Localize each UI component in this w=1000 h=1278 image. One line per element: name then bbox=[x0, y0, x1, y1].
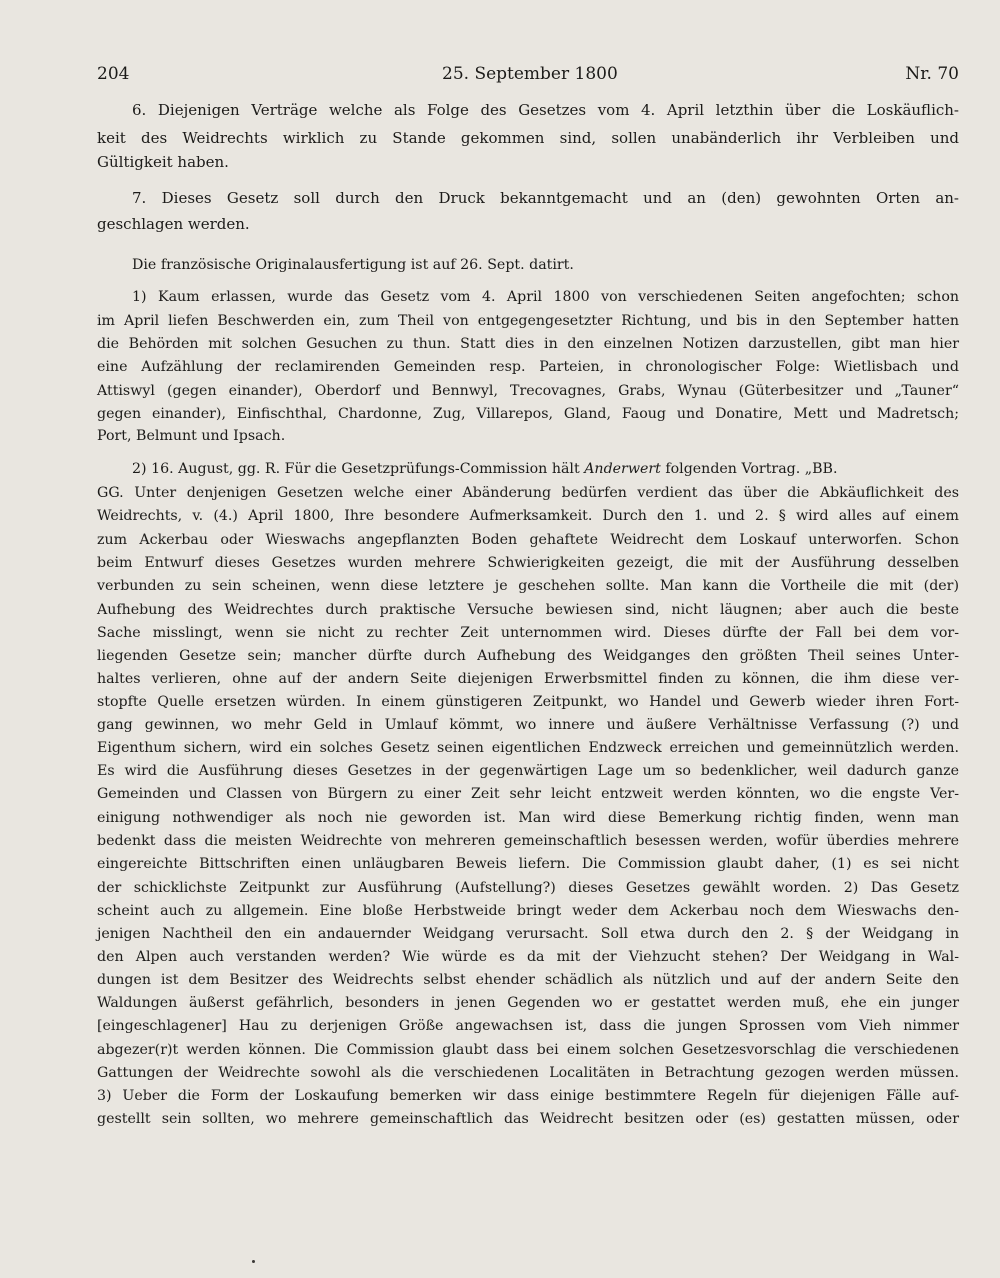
text-line: 6. Diejenigen Verträge welche als Folge des Gesetzes vom 4. April letzthin über die Loskäuflich- bbox=[132, 101, 959, 119]
footnote-line: gang gewinnen, wo mehr Geld in Umlauf kömmt, wo innere und äußere Verhältnisse Verfassung (?) und bbox=[97, 717, 959, 733]
footnote-line: GG. Unter denjenigen Gesetzen welche einer Abänderung bedürfen verdient das über die Abkäuflichkeit des bbox=[97, 485, 959, 501]
footnote-text: folgenden Vortrag. „BB. bbox=[660, 461, 838, 477]
footnote-line: Sache misslingt, wenn sie nicht zu rechter Zeit unternommen wird. Dieses dürfte der Fall bei dem vor- bbox=[97, 625, 959, 641]
footnote-line: verbunden zu sein scheinen, wenn diese letztere je geschehen sollte. Man kann die Vortheile die mit (der) bbox=[97, 578, 959, 594]
footnote-line: jenigen Nachtheil den ein andauernder Weidgang verursacht. Soll etwa durch den 2. § der Weidgang in bbox=[97, 926, 959, 942]
footnote-line: Es wird die Ausführung dieses Gesetzes in der gegenwärtigen Lage um so bedenklicher, weil dadurch ganze bbox=[97, 763, 959, 779]
text-line: keit des Weidrechts wirklich zu Stande gekommen sind, sollen unabänderlich ihr Verbleiben und bbox=[97, 129, 959, 147]
footnote-line: Port, Belmunt und Ipsach. bbox=[97, 428, 286, 444]
footnote-line: liegenden Gesetze sein; mancher dürfte durch Aufhebung des Weidganges den größten Theil seines Unter- bbox=[97, 648, 959, 664]
footnote-line: scheint auch zu allgemein. Eine bloße Herbstweide bringt weder dem Ackerbau noch dem Wieswachs den- bbox=[97, 903, 959, 919]
footnote-line bbox=[132, 457, 959, 481]
footnote-line: Waldungen äußerst gefährlich, besonders in jenen Gegenden wo er gestattet werden muß, ehe ein junger bbox=[97, 995, 959, 1011]
footnote-line: eingereichte Bittschriften einen unläugbaren Beweis liefern. Die Commission glaubt daher, (1) es sei nicht bbox=[97, 856, 959, 872]
footnote-line: der schicklichste Zeitpunkt zur Ausführung (Aufstellung?) dieses Gesetzes gewählt worden. 2) Das Gesetz bbox=[97, 880, 959, 896]
text-line: Die französische Originalausfertigung ist auf 26. Sept. datirt. bbox=[132, 257, 574, 273]
footnote-line: die Behörden mit solchen Gesuchen zu thun. Statt dies in den einzelnen Notizen darzustellen, gibt man hier bbox=[97, 336, 959, 352]
footnote-line: bedenkt dass die meisten Weidrechte von mehreren gemeinschaftlich besessen werden, wofür überdies mehrere bbox=[97, 833, 959, 849]
footnote-text: 2) 16. August, gg. R. Für die Gesetzprüfungs-Commission hält bbox=[132, 461, 580, 477]
footnote-line: haltes verlieren, ohne auf der andern Seite diejenigen Erwerbsmittel finden zu können, die ihm diese ver- bbox=[97, 671, 959, 687]
header-date: 25. September 1800 bbox=[442, 64, 618, 84]
footnote-line: beim Entwurf dieses Gesetzes wurden mehrere Schwierigkeiten gezeigt, die mit der Ausführung desselben bbox=[97, 555, 959, 571]
footnote-line: abgezer(r)t werden können. Die Commission glaubt dass bei einem solchen Gesetzesvorschlag die verschiedenen bbox=[97, 1042, 959, 1058]
footnote-line: gestellt sein sollten, wo mehrere gemeinschaftlich das Weidrecht besitzen oder (es) gestatten müssen, oder bbox=[97, 1111, 959, 1127]
footnote-line: dungen ist dem Besitzer des Weidrechts selbst ehender schädlich als nützlich und auf der andern Seite den bbox=[97, 972, 959, 988]
footnote-line: Eigenthum sichern, wird ein solches Gesetz seinen eigentlichen Endzweck erreichen und gemeinnützlich werden. bbox=[97, 740, 959, 756]
footnote-line: gegen einander), Einfischthal, Chardonne, Zug, Villarepos, Gland, Faoug und Donatire, Mett und Madretsch; bbox=[97, 406, 959, 422]
footnote-line: zum Ackerbau oder Wieswachs angepflanzten Boden gehaftete Weidrecht dem Loskauf unterworfen. Schon bbox=[97, 532, 959, 548]
text-line: geschlagen werden. bbox=[97, 215, 250, 233]
footnote-line: stopfte Quelle ersetzen würden. In einem günstigeren Zeitpunkt, wo Handel und Gewerb wieder ihren Fort- bbox=[97, 694, 959, 710]
page-number: 204 bbox=[97, 64, 130, 84]
footnote-line: Gattungen der Weidrechte sowohl als die verschiedenen Localitäten in Betrachtung gezogen werden müssen. bbox=[97, 1065, 959, 1081]
scan-speck bbox=[252, 1260, 255, 1263]
footnote-line: [eingeschlagener] Hau zu derjenigen Größe angewachsen ist, dass die jungen Sprossen vom Vieh nimmer bbox=[97, 1018, 959, 1034]
footnote-line: 3) Ueber die Form der Loskaufung bemerken wir dass einige bestimmtere Regeln für diejenigen Fälle auf- bbox=[97, 1088, 959, 1104]
footnote-line: eine Aufzählung der reclamirenden Gemeinden resp. Parteien, in chronologischer Folge: Wietlisbach und bbox=[97, 359, 959, 375]
footnote-line: den Alpen auch verstanden werden? Wie würde es da mit der Viehzucht stehen? Der Weidgang in Wal- bbox=[97, 949, 959, 965]
speaker-name: Anderwert bbox=[584, 461, 661, 477]
text-line: 7. Dieses Gesetz soll durch den Druck bekanntgemacht und an (den) gewohnten Orten an- bbox=[132, 189, 959, 207]
page-header bbox=[97, 64, 959, 88]
document-number: Nr. 70 bbox=[905, 64, 959, 84]
footnote-line: Gemeinden und Classen von Bürgern zu einer Zeit sehr leicht entzweit werden könnten, wo die engste Ver- bbox=[97, 786, 959, 802]
footnote-line: Aufhebung des Weidrechtes durch praktische Versuche bewiesen sind, nicht läugnen; aber auch die beste bbox=[97, 602, 959, 618]
footnote-line: 1) Kaum erlassen, wurde das Gesetz vom 4. April 1800 von verschiedenen Seiten angefochten; schon bbox=[132, 289, 959, 305]
footnote-line: Weidrechts, v. (4.) April 1800, Ihre besondere Aufmerksamkeit. Durch den 1. und 2. § wird alles auf einem bbox=[97, 508, 959, 524]
footnote-line: im April liefen Beschwerden ein, zum Theil von entgegengesetzter Richtung, und bis in den September hatten bbox=[97, 313, 959, 329]
footnote-line: Attiswyl (gegen einander), Oberdorf und Bennwyl, Trecovagnes, Grabs, Wynau (Güterbesitzer und „Tauner“ bbox=[97, 383, 959, 399]
text-line: Gültigkeit haben. bbox=[97, 153, 229, 171]
footnote-line: einigung nothwendiger als noch nie geworden ist. Man wird diese Bemerkung richtig finden, wenn man bbox=[97, 810, 959, 826]
